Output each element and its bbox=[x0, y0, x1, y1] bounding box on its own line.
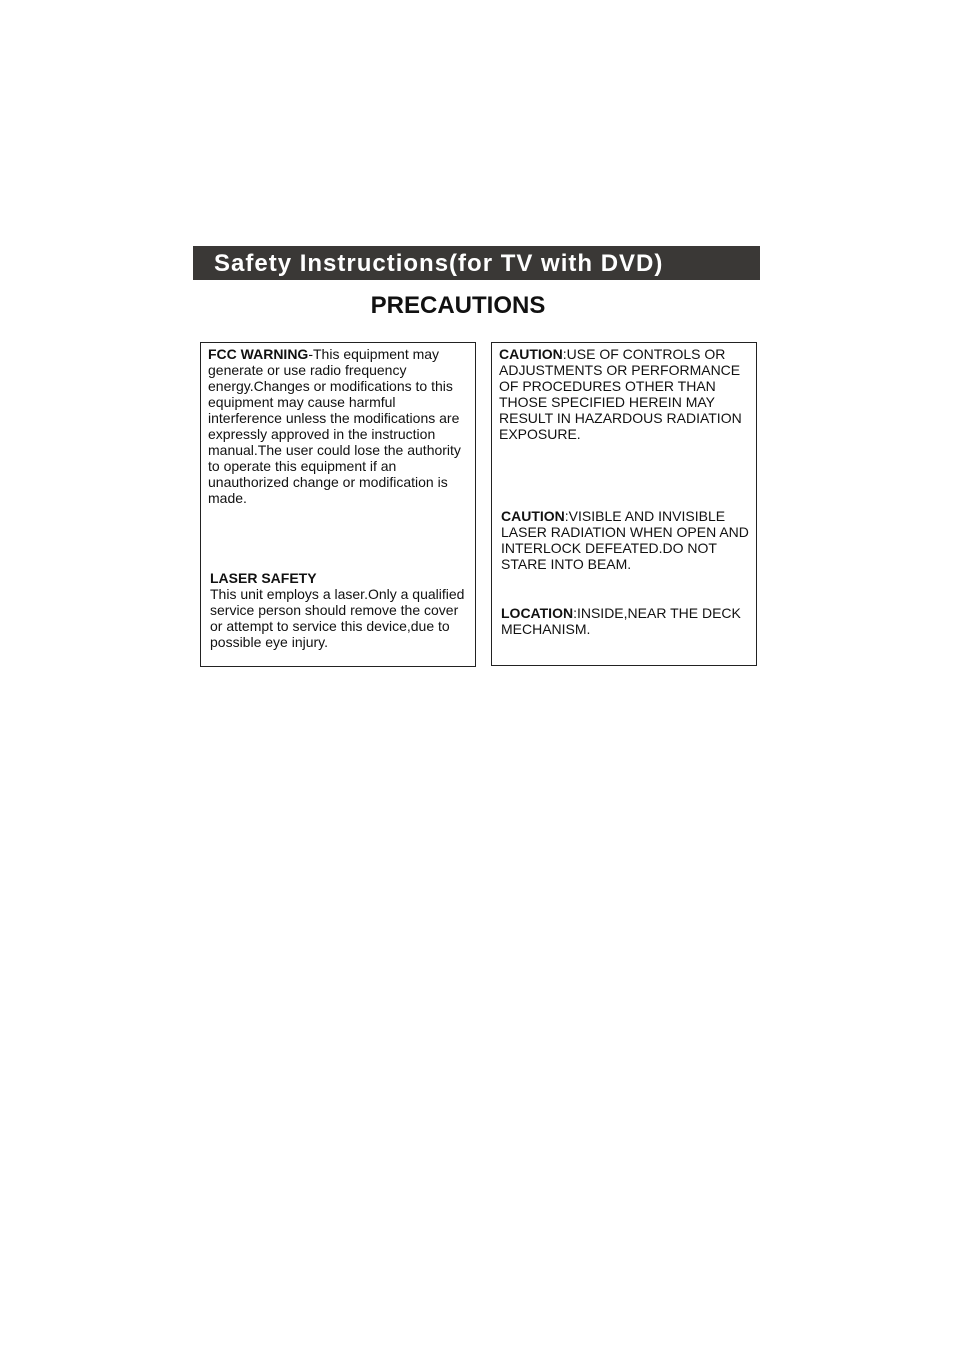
location-paragraph bbox=[501, 605, 755, 637]
caution-controls-text: :USE OF CONTROLS OR ADJUSTMENTS OR PERFORMANCE OF PROCEDURES OTHER THAN THOSE SPECIFIED HEREIN MAY RESULT IN HAZARDOUS RADIATION EXPOSURE. bbox=[499, 346, 742, 442]
caution-radiation-paragraph bbox=[501, 508, 763, 572]
location-text: :INSIDE,NEAR THE DECK MECHANISM. bbox=[501, 605, 741, 637]
fcc-warning-label: FCC WARNING bbox=[208, 346, 309, 362]
title-bar bbox=[193, 246, 760, 280]
fcc-warning-text: -This equipment may generate or use radio frequency energy.Changes or modifications to this equipment may cause harmful interference unless the modifications are expressly approved in the instruction manual.The user could lose the authority to operate this equipment if an unauthorized change or modification is made. bbox=[208, 346, 461, 506]
caution-box bbox=[491, 342, 757, 666]
caution-radiation-label: CAUTION bbox=[501, 508, 565, 524]
caution-controls-paragraph bbox=[499, 346, 753, 442]
fcc-warning-paragraph bbox=[208, 346, 472, 506]
page-title: Safety Instructions(for TV with DVD) bbox=[214, 250, 664, 277]
laser-safety-paragraph bbox=[210, 570, 474, 650]
laser-safety-heading: LASER SAFETY bbox=[210, 570, 317, 586]
caution-controls-label: CAUTION bbox=[499, 346, 563, 362]
location-label: LOCATION bbox=[501, 605, 574, 621]
precautions-heading: PRECAUTIONS bbox=[370, 292, 546, 319]
laser-safety-text: This unit employs a laser.Only a qualified service person should remove the cover or attempt to service this device,due to possible eye injury. bbox=[210, 586, 465, 650]
caution-radiation-text: :VISIBLE AND INVISIBLE LASER RADIATION WHEN OPEN AND INTERLOCK DEFEATED.DO NOT STARE INTO BEAM. bbox=[501, 508, 749, 572]
fcc-laser-box bbox=[200, 342, 476, 667]
